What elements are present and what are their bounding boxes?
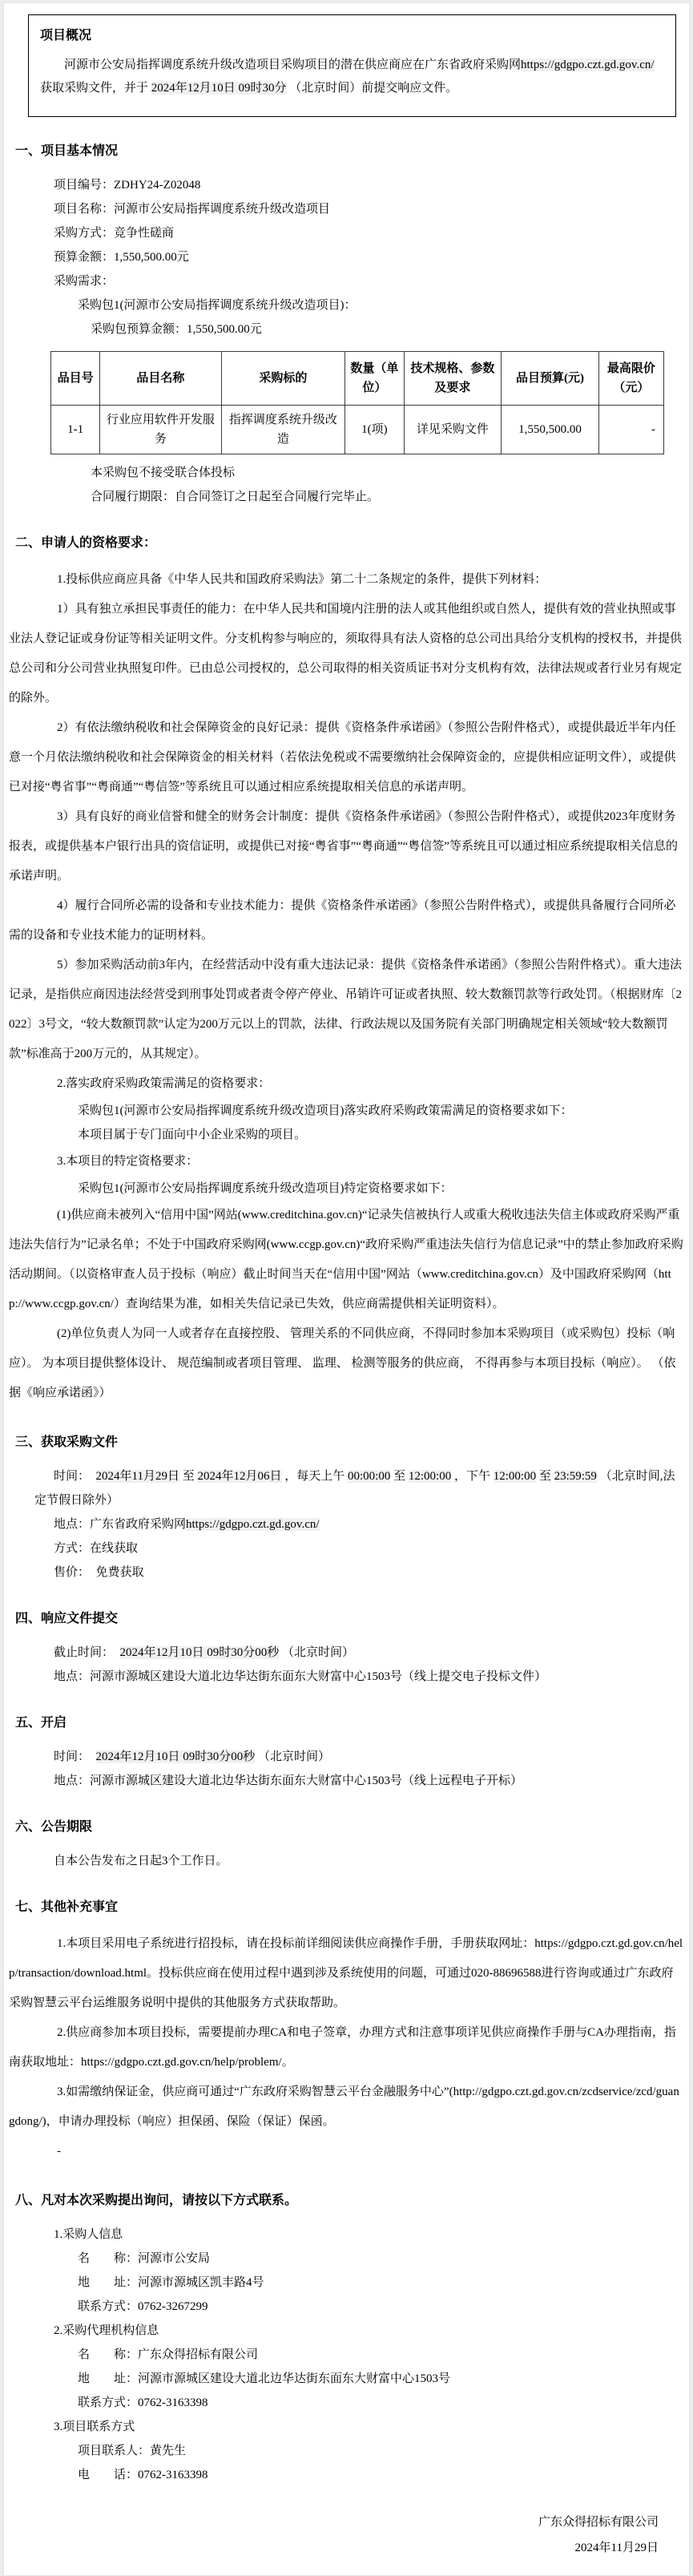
highlighted-value: 2024年11月29日 [95, 1470, 179, 1483]
field-line [34, 1464, 684, 1512]
paragraph [4, 2137, 689, 2166]
table-cell: 1-1 [51, 406, 100, 454]
text-segment: 采购包1(河源市公安局指挥调度系统升级改造项目)落实政府采购政策需满足的资格要求如下： [78, 1104, 573, 1117]
highlighted-value: https://gdgpo.czt.gd.gov.cn/ [186, 1518, 320, 1531]
field-line [34, 1536, 684, 1561]
text-segment: 5）参加采购活动前3年内，在经营活动中没有重大违法记录：提供《资格条件承诺函》（参照公告附件格式）。重大违法记录，是指供应商因违法经营受到刑事处罚或者责令停产停业、吊销许可证或者执照、较大数额罚款等行政处罚。（根据财库〔2022〕3号文，“较大数额罚款”认定为200万元以上的罚款，法律、行政法规以及国务院有关部门明确规定相关领域“较大数额罚款”标准高于200万元的，从其规定）。 [9, 959, 683, 1060]
table-header-cell: 品目预算(元) [502, 352, 599, 406]
text-segment: (1)供应商未被列入“信用中国”网站(www.creditchina.gov.cn)“记录失信被执行人或重大税收违法失信主体或政府采购严重违法失信行为”记录名单；不处于中国政府采购网(www.ccgp.gov.cn)“政府采购严重违法失信行为信息记录”中的禁止参加政府采购活动期间。（以资格审查人员于投标（响应）截止时间当天在“信用中国”网站（www.creditchina.gov.cn）及中国政府采购网（http://www.ccgp.gov.cn/）查询结果为准，如相关失信记录已失效，供应商需提供相关证明资料）。 [9, 1209, 683, 1310]
text-segment: 1）具有独立承担民事责任的能力：在中华人民共和国境内注册的法人或其他组织或自然人，提供有效的营业执照或事业法人登记证或身份证等相关证明文件。分支机构参与响应的，须取得具有法人资格的总公司出具给分支机构的授权书，并提供总公司和分公司营业执照复印件。已由总公司授权的，总公司取得的相关资质证书对分支机构有效，法律法规或者行业另有规定的除外。 [9, 603, 683, 705]
field-line [58, 2439, 684, 2463]
highlighted-value: 12:00:00 [408, 1470, 452, 1483]
text-segment: 时间： [54, 1750, 96, 1763]
field-line [71, 317, 684, 341]
field-line [71, 461, 684, 485]
text-segment: 采购包预算金额：1,550,500.00元 [91, 323, 262, 336]
text-segment: 项目联系人：黄先生 [78, 2445, 187, 2457]
field-line [34, 2223, 684, 2247]
field-line [58, 1123, 684, 1147]
text-segment: 3.本项目的特定资格要求： [57, 1155, 199, 1168]
text-segment: 地点：河源市源城区建设大道北边华达街东面东大财富中心1503号（线上远程电子开标） [54, 1775, 523, 1787]
section-heading: 二、申请人的资格要求： [15, 536, 157, 550]
text-segment: 预算金额：1,550,500.00元 [54, 251, 189, 264]
items-table [50, 351, 664, 454]
field-line [58, 2343, 684, 2367]
field-line [34, 1769, 684, 1793]
paragraph [4, 951, 689, 1069]
field-line [58, 2391, 684, 2415]
document-sections [4, 143, 689, 2487]
field-line [58, 2463, 684, 2487]
table-header-cell: 技术规格、参数及要求 [404, 352, 502, 406]
text-segment: 2.供应商参加本项目投标，需要提前办理CA和电子签章，办理方式和注意事项详见供应商操作手册与CA办理指南，指南获取地址：https://gdgpo.czt.gd.gov.cn/help/problem/。 [9, 2026, 676, 2069]
field-line [34, 221, 684, 245]
table-cell: 1,550,500.00 [502, 406, 599, 454]
highlighted-value: 2024年12月10日 09时30分 [151, 82, 287, 95]
paragraph [4, 1069, 689, 1099]
paragraph [4, 1201, 689, 1319]
text-segment: ，下午 [451, 1470, 494, 1483]
section-heading: 八、凡对本次采购提出询问，请按以下方式联系。 [15, 2194, 298, 2207]
text-segment: 1.本项目采用电子系统进行招投标，请在投标前详细阅读供应商操作手册，手册获取网址：https://gdgpo.czt.gd.gov.cn/help/transaction/download.html。投标供应商在使用过程中遇到涉及系统使用的问题，可通过020-88696588进行咨询或通过广东政府采购智慧云平台运维服务说明中提供的其他服务方式获取帮助。 [9, 1937, 683, 2009]
text-segment: 地点：河源市源城区建设大道北边华达街东面东大财富中心1503号（线上提交电子投标文件） [54, 1670, 547, 1683]
text-segment: 1.采购人信息 [54, 2228, 123, 2241]
field-line [34, 2415, 684, 2439]
text-segment: 售价： 免费获取 [54, 1566, 144, 1579]
announcement-document [3, 2, 690, 2576]
text-segment: 采购方式：竞争性磋商 [54, 227, 175, 240]
highlighted-value: 2024年12月10日 09时30分00秒 [119, 1646, 280, 1659]
text-segment: （北京时间,法定节假日除外） [34, 1470, 675, 1507]
text-segment: 电 话：0762-3163398 [78, 2469, 208, 2481]
section-heading: 五、开启 [15, 1716, 67, 1730]
text-segment: 项目编号：ZDHY24-Z02048 [54, 179, 201, 192]
field-line [58, 1099, 684, 1123]
text-segment: （北京时间） [279, 1646, 355, 1659]
text-segment: 联系方式：0762-3163398 [78, 2396, 208, 2409]
field-line [58, 293, 684, 317]
text-segment: （北京时间）前提交响应文件。 [286, 82, 458, 95]
field-line [34, 1665, 684, 1689]
text-segment: 名 称：广东众得招标有限公司 [78, 2348, 259, 2361]
text-segment: 联系方式：0762-3267299 [78, 2300, 208, 2313]
table-header-cell: 数量（单位） [345, 352, 404, 406]
field-line [34, 269, 684, 293]
text-segment: 2）有依法缴纳税收和社会保障资金的良好记录：提供《资格条件承诺函》（参照公告附件格式），或提供最近半年内任意一个月依法缴纳税收和社会保障资金的相关材料（若依法免税或不需要缴纳社会保障资金的，应提供相应证明文件），或提供已对接“粤省事”“粤商通”“粤信签”等系统且可以通过相应系统提取相关信息的承诺声明。 [9, 721, 676, 793]
text-segment: 本采购包不接受联合体投标 [91, 466, 236, 479]
text-segment: 3.项目联系方式 [54, 2421, 135, 2433]
text-segment: 至 [179, 1470, 198, 1483]
field-line [58, 2295, 684, 2319]
field-line [34, 173, 684, 197]
field-line [34, 1641, 684, 1665]
text-segment: 至 [390, 1470, 409, 1483]
field-line [58, 2247, 684, 2271]
project-overview-box [28, 14, 676, 117]
table-cell: 指挥调度系统升级改造 [221, 406, 345, 454]
field-line [34, 1745, 684, 1769]
table-cell: - [598, 406, 663, 454]
text-segment: 2.采购代理机构信息 [54, 2324, 159, 2337]
section-heading: 七、其他补充事宜 [15, 1900, 119, 1914]
paragraph [4, 891, 689, 951]
table-header-cell: 品目名称 [100, 352, 221, 406]
paragraph [4, 2018, 689, 2077]
text-segment: 3）具有良好的商业信誉和健全的财务会计制度：提供《资格条件承诺函》（参照公告附件格式），或提供2023年度财务报表，或提供基本户银行出具的资信证明，或提供已对接“粤省事”“粤商通”“粤信签”等系统且可以通过相应系统提取相关信息的承诺声明。 [9, 810, 678, 882]
text-segment: 地点：广东省政府采购网 [54, 1518, 187, 1531]
text-segment: 截止时间： [54, 1646, 120, 1659]
highlighted-value: 23:59:59 [554, 1470, 597, 1483]
footer-agency-name: 广东众得招标有限公司 [538, 2516, 659, 2529]
text-segment: 4）履行合同所必需的设备和专业技术能力：提供《资格条件承诺函》（参照公告附件格式），或提供具备履行合同所必需的设备和专业技术能力的证明材料。 [9, 899, 676, 942]
field-line [58, 1177, 684, 1201]
table-cell: 行业应用软件开发服务 [100, 406, 221, 454]
highlighted-value: 2024年12月06日 [197, 1470, 282, 1483]
field-line [58, 2271, 684, 2295]
text-segment: 2.落实政府采购政策需满足的资格要求： [57, 1077, 271, 1090]
table-header-cell: 最高限价（元） [598, 352, 663, 406]
footer-date: 2024年11月29日 [574, 2542, 659, 2554]
field-line [34, 1849, 684, 1873]
table-header-row [51, 352, 664, 406]
section-heading: 三、获取采购文件 [15, 1435, 119, 1449]
field-line [71, 485, 684, 509]
section-heading: 六、公告期限 [15, 1820, 93, 1834]
text-segment: 本项目属于专门面向中小企业采购的项目。 [78, 1129, 307, 1141]
text-segment: 采购包1(河源市公安局指挥调度系统升级改造项目)特定资格要求如下： [78, 1182, 453, 1195]
text-segment: 1.投标供应商应具备《中华人民共和国政府采购法》第二十二条规定的条件，提供下列材料： [57, 573, 547, 586]
overview-title: 项目概况 [40, 29, 92, 42]
table-header-cell: 采购标的 [221, 352, 345, 406]
paragraph [4, 1319, 689, 1408]
text-segment: ，每天上午 [281, 1470, 349, 1483]
table-cell: 详见采购文件 [404, 406, 502, 454]
paragraph [4, 595, 689, 713]
text-segment: 地 址：河源市源城区建设大道北边华达街东面东大财富中心1503号 [78, 2372, 451, 2385]
text-segment: 项目名称：河源市公安局指挥调度系统升级改造项目 [54, 203, 331, 216]
paragraph [4, 802, 689, 891]
text-segment: 采购需求： [54, 275, 115, 288]
text-segment: 地 址：河源市源城区凯丰路4号 [78, 2276, 264, 2289]
paragraph [4, 2077, 689, 2137]
text-segment: 合同履行期限：自合同签订之日起至合同履行完毕止。 [91, 491, 380, 503]
highlighted-value: 12:00:00 [493, 1470, 537, 1483]
paragraph [4, 565, 689, 595]
paragraph [4, 713, 689, 802]
highlighted-value: 2024年12月10日 09时30分00秒 [95, 1750, 256, 1763]
table-row [51, 406, 664, 454]
field-line [34, 197, 684, 221]
field-line [34, 2319, 684, 2343]
text-segment: 时间： [54, 1470, 96, 1483]
text-segment: 至 [536, 1470, 554, 1483]
table-header-cell: 品目号 [51, 352, 100, 406]
paragraph [4, 1147, 689, 1177]
text-segment: (2)单位负责人为同一人或者存在直接控股、 管理关系的不同供应商，不得同时参加本采购项目（或采购包）投标（响应）。 为本项目提供整体设计、 规范编制或者项目管理、 监理、 检测等服务的供应商， 不得再参与本项目投标（响应）。 （依据《响应承诺函》） [9, 1327, 676, 1399]
highlighted-value: 00:00:00 [348, 1470, 391, 1483]
text-segment: 方式：在线获取 [54, 1542, 139, 1555]
section-heading: 四、响应文件提交 [15, 1612, 119, 1625]
text-segment: 河源市公安局指挥调度系统升级改造项目采购项目的潜在供应商应在广东省政府采购网 [64, 59, 522, 71]
paragraph [4, 1929, 689, 2018]
text-segment: 获取采购文件，并于 [40, 82, 151, 95]
text-segment: - [57, 2145, 61, 2158]
text-segment: 采购包1(河源市公安局指挥调度系统升级改造项目)： [78, 299, 357, 312]
table-cell: 1(项) [345, 406, 404, 454]
text-segment: （北京时间） [255, 1750, 331, 1763]
field-line [34, 245, 684, 269]
field-line [34, 1512, 684, 1536]
text-segment: 名 称：河源市公安局 [78, 2252, 211, 2265]
document-footer [4, 2509, 689, 2561]
field-line [34, 1561, 684, 1585]
text-segment: 3.如需缴纳保证金，供应商可通过“广东政府采购智慧云平台金融服务中心”(http://gdgpo.czt.gd.gov.cn/zcdservice/zcd/guangdong/)，申请办理投标（响应）担保函、保险（保证）保函。 [9, 2085, 679, 2128]
highlighted-value: https://gdgpo.czt.gd.gov.cn/ [521, 59, 655, 71]
text-segment: 自本公告发布之日起3个工作日。 [54, 1855, 228, 1867]
field-line [58, 2367, 684, 2391]
overview-paragraph [40, 54, 664, 100]
section-heading: 一、项目基本情况 [15, 144, 119, 158]
